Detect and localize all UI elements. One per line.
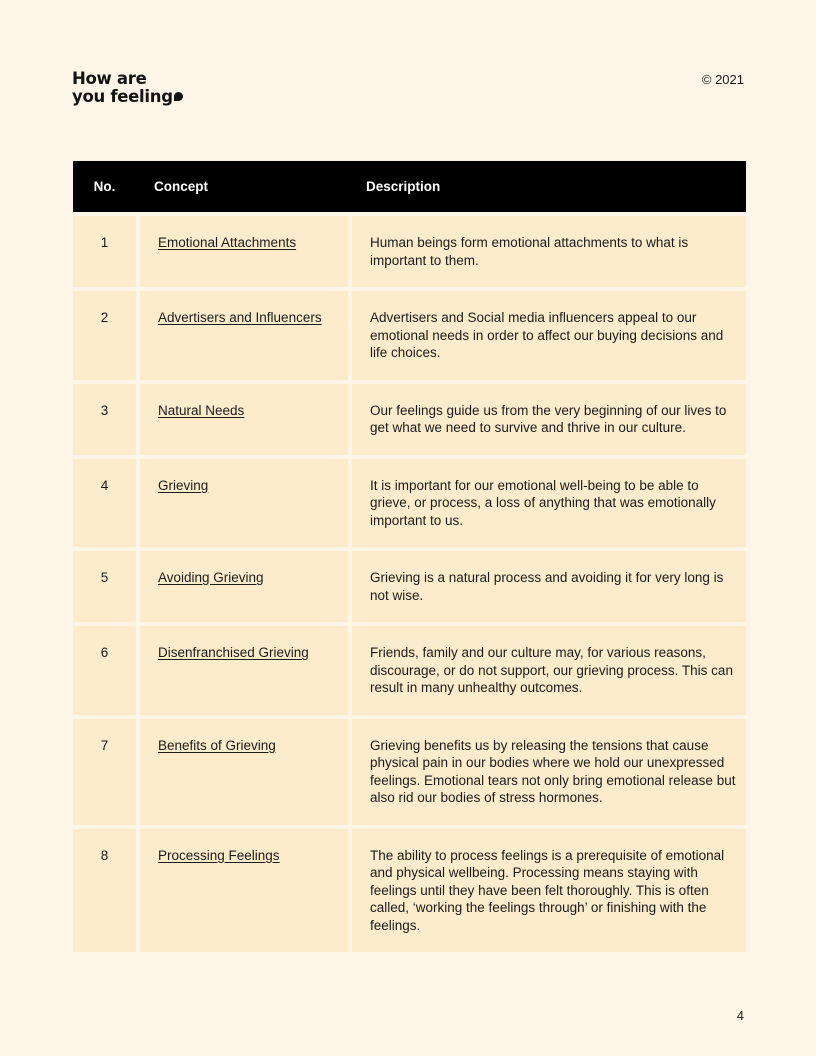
table-row xyxy=(73,622,746,715)
column-header-description: Description xyxy=(348,161,746,212)
concept-cell xyxy=(136,212,348,287)
description-cell: Human beings form emotional attachments to what is important to them. xyxy=(348,212,746,287)
logo-line-2-text: you feeling xyxy=(72,87,173,106)
concept-link[interactable]: Emotional Attachments xyxy=(158,235,297,250)
row-number: 4 xyxy=(73,455,136,548)
row-number: 5 xyxy=(73,547,136,622)
row-number: 6 xyxy=(73,622,136,715)
description-cell: Friends, family and our culture may, for various reasons, discourage, or do not support, our grieving process. This can result in many unhealthy outcomes. xyxy=(348,622,746,715)
row-number: 7 xyxy=(73,715,136,825)
column-header-concept: Concept xyxy=(136,161,348,212)
concept-cell xyxy=(136,715,348,825)
concept-link[interactable]: Advertisers and Influencers xyxy=(158,310,322,325)
table-row xyxy=(73,212,746,287)
concept-cell xyxy=(136,547,348,622)
concepts-table xyxy=(73,161,746,952)
logo-line-1: How are xyxy=(72,69,147,88)
concept-link[interactable]: Disenfranchised Grieving xyxy=(158,645,309,660)
table-row xyxy=(73,715,746,825)
description-cell: Advertisers and Social media influencers appeal to our emotional needs in order to affect our buying decisions and life choices. xyxy=(348,287,746,380)
description-cell: The ability to process feelings is a prerequisite of emotional and physical wellbeing. Processing means staying with feelings until they have been felt thoroughly. This is often called, ‘working the feelings through’ or finishing with the feelings. xyxy=(348,825,746,953)
row-number: 3 xyxy=(73,380,136,455)
table-row xyxy=(73,825,746,953)
concept-link[interactable]: Natural Needs xyxy=(158,402,245,418)
table-row xyxy=(73,547,746,622)
description-cell: It is important for our emotional well-being to be able to grieve, or process, a loss of anything that was emotionally important to us. xyxy=(348,455,746,548)
concept-link[interactable]: Grieving xyxy=(158,477,209,493)
description-cell: Grieving is a natural process and avoiding it for very long is not wise. xyxy=(348,547,746,622)
copyright: © 2021 xyxy=(701,72,744,87)
logo xyxy=(72,70,183,106)
description-cell: Grieving benefits us by releasing the tensions that cause physical pain in our bodies where we hold our unexpressed feelings. Emotional tears not only bring emotional release but also rid our bodies of stress hormones. xyxy=(348,715,746,825)
concept-cell xyxy=(136,825,348,953)
column-header-no: No. xyxy=(73,161,136,212)
table-row xyxy=(73,380,746,455)
row-number: 1 xyxy=(73,212,136,287)
concept-cell xyxy=(136,622,348,715)
row-number: 8 xyxy=(73,825,136,953)
concept-cell xyxy=(136,455,348,548)
table-row xyxy=(73,287,746,380)
row-number: 2 xyxy=(73,287,136,380)
concept-link[interactable]: Avoiding Grieving xyxy=(158,570,264,585)
table-header-row xyxy=(73,161,746,212)
concept-cell xyxy=(136,287,348,380)
table-row xyxy=(73,455,746,548)
description-cell: Our feelings guide us from the very beginning of our lives to get what we need to survive and thrive in our culture. xyxy=(348,380,746,455)
concept-cell xyxy=(136,380,348,455)
concept-link[interactable]: Processing Feelings xyxy=(158,847,280,863)
speech-bubble-icon xyxy=(174,92,183,101)
logo-line-2 xyxy=(72,88,183,106)
page-number: 4 xyxy=(736,1008,744,1023)
concept-link[interactable]: Benefits of Grieving xyxy=(158,737,276,753)
